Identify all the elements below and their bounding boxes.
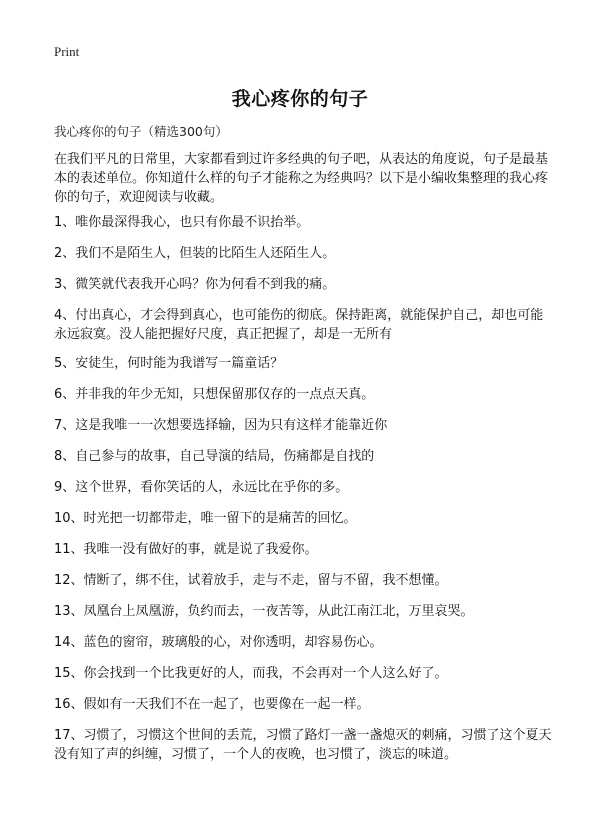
page-title: 我心疼你的句子: [231, 88, 369, 110]
list-item: 9、这个世界，看你笑话的人，永远比在乎你的多。: [54, 480, 349, 495]
list-item: 14、蓝色的窗帘，玻璃般的心，对你透明，却容易伤心。: [54, 635, 383, 650]
list-item: 8、自己参与的故事，自己导演的结局，伤痛都是自找的: [54, 449, 375, 464]
list-item: 6、并非我的年少无知，只想保留那仅存的一点点天真。: [54, 387, 375, 402]
list-item: 17、习惯了，习惯这个世间的丢荒，习惯了路灯一盏一盏熄灭的刺痛，习惯了这个夏天没有知了声的纠缠，习惯了，一个人的夜晚，也习惯了，淡忘的味道。: [54, 728, 552, 762]
list-item: 5、安徒生，何时能为我谱写一篇童话？: [54, 356, 284, 371]
article-subtitle: 我心疼你的句子（精选300句）: [54, 124, 228, 139]
sentence-list: [54, 213, 554, 776]
list-item: 13、凤凰台上凤凰游，负约而去，一夜苦等，从此江南江北，万里哀哭。: [54, 604, 474, 619]
list-item: 7、这是我唯一一次想要选择输，因为只有这样才能靠近你: [54, 418, 388, 433]
list-item: 10、时光把一切都带走，唯一留下的是痛苦的回忆。: [54, 511, 357, 526]
list-item: 1、唯你最深得我心，也只有你最不识抬举。: [54, 215, 310, 230]
list-item: 15、你会找到一个比我更好的人，而我，不会再对一个人这么好了。: [54, 666, 448, 681]
list-item: 2、我们不是陌生人，但装的比陌生人还陌生人。: [54, 246, 336, 261]
list-item: 4、付出真心，才会得到真心，也可能伤的彻底。保持距离，就能保护自己，却也可能永远寂寞。没人能把握好尺度，真正把握了，却是一无所有: [54, 308, 544, 342]
list-item: 3、微笑就代表我开心吗？你为何看不到我的痛。: [54, 277, 336, 292]
intro-paragraph: 在我们平凡的日常里，大家都看到过许多经典的句子吧，从表达的角度说，句子是最基本的表述单位。你知道什么样的句子才能称之为经典吗？以下是小编收集整理的我心疼你的句子，欢迎阅读与收藏。: [54, 152, 549, 205]
list-item: 12、情断了，绑不住，试着放手，走与不走，留与不留，我不想懂。: [54, 573, 448, 588]
list-item: 16、假如有一天我们不在一起了，也要像在一起一样。: [54, 697, 370, 712]
list-item: 11、我唯一没有做好的事，就是说了我爱你。: [54, 542, 318, 557]
print-link[interactable]: Print: [54, 44, 80, 59]
